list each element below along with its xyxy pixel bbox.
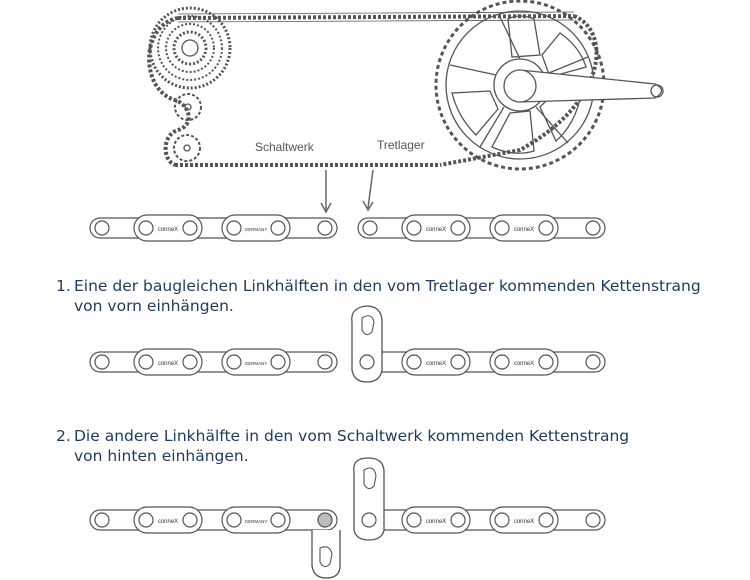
- link-brand-label: conneX: [425, 519, 447, 525]
- pin-stamp-label: GERMANY: [244, 361, 268, 366]
- chain-strip: [90, 306, 605, 382]
- step-1-line-2: von vorn einhängen.: [74, 297, 234, 315]
- chain-strip: [90, 215, 605, 241]
- link-brand-label: conneX: [513, 519, 535, 525]
- step-2: [56, 426, 736, 466]
- chain-strip: [90, 458, 605, 578]
- step-2-line-2: von hinten einhängen.: [74, 447, 249, 465]
- link-brand-label: conneX: [157, 361, 179, 367]
- derailleur-label: Schaltwerk: [255, 140, 314, 154]
- pin-stamp-label: GERMANY: [244, 519, 268, 524]
- step-1: [56, 276, 736, 316]
- step-2-number: 2.: [56, 427, 71, 445]
- step-2-line-1: Die andere Linkhälfte in den vom Schaltwerk kommenden Kettenstrang: [74, 427, 630, 445]
- pin-stamp-label: GERMANY: [244, 227, 268, 232]
- link-brand-label: conneX: [157, 227, 179, 233]
- link-brand-label: conneX: [513, 361, 535, 367]
- crankset-label: Tretlager: [377, 138, 425, 152]
- link-brand-label: conneX: [425, 227, 447, 233]
- step-1-line-1: Eine der baugleichen Linkhälften in den vom Tretlager kommenden Kettenstrang: [74, 277, 701, 295]
- link-brand-label: conneX: [157, 519, 179, 525]
- step-1-number: 1.: [56, 277, 71, 295]
- link-brand-label: conneX: [513, 227, 535, 233]
- link-brand-label: conneX: [425, 361, 447, 367]
